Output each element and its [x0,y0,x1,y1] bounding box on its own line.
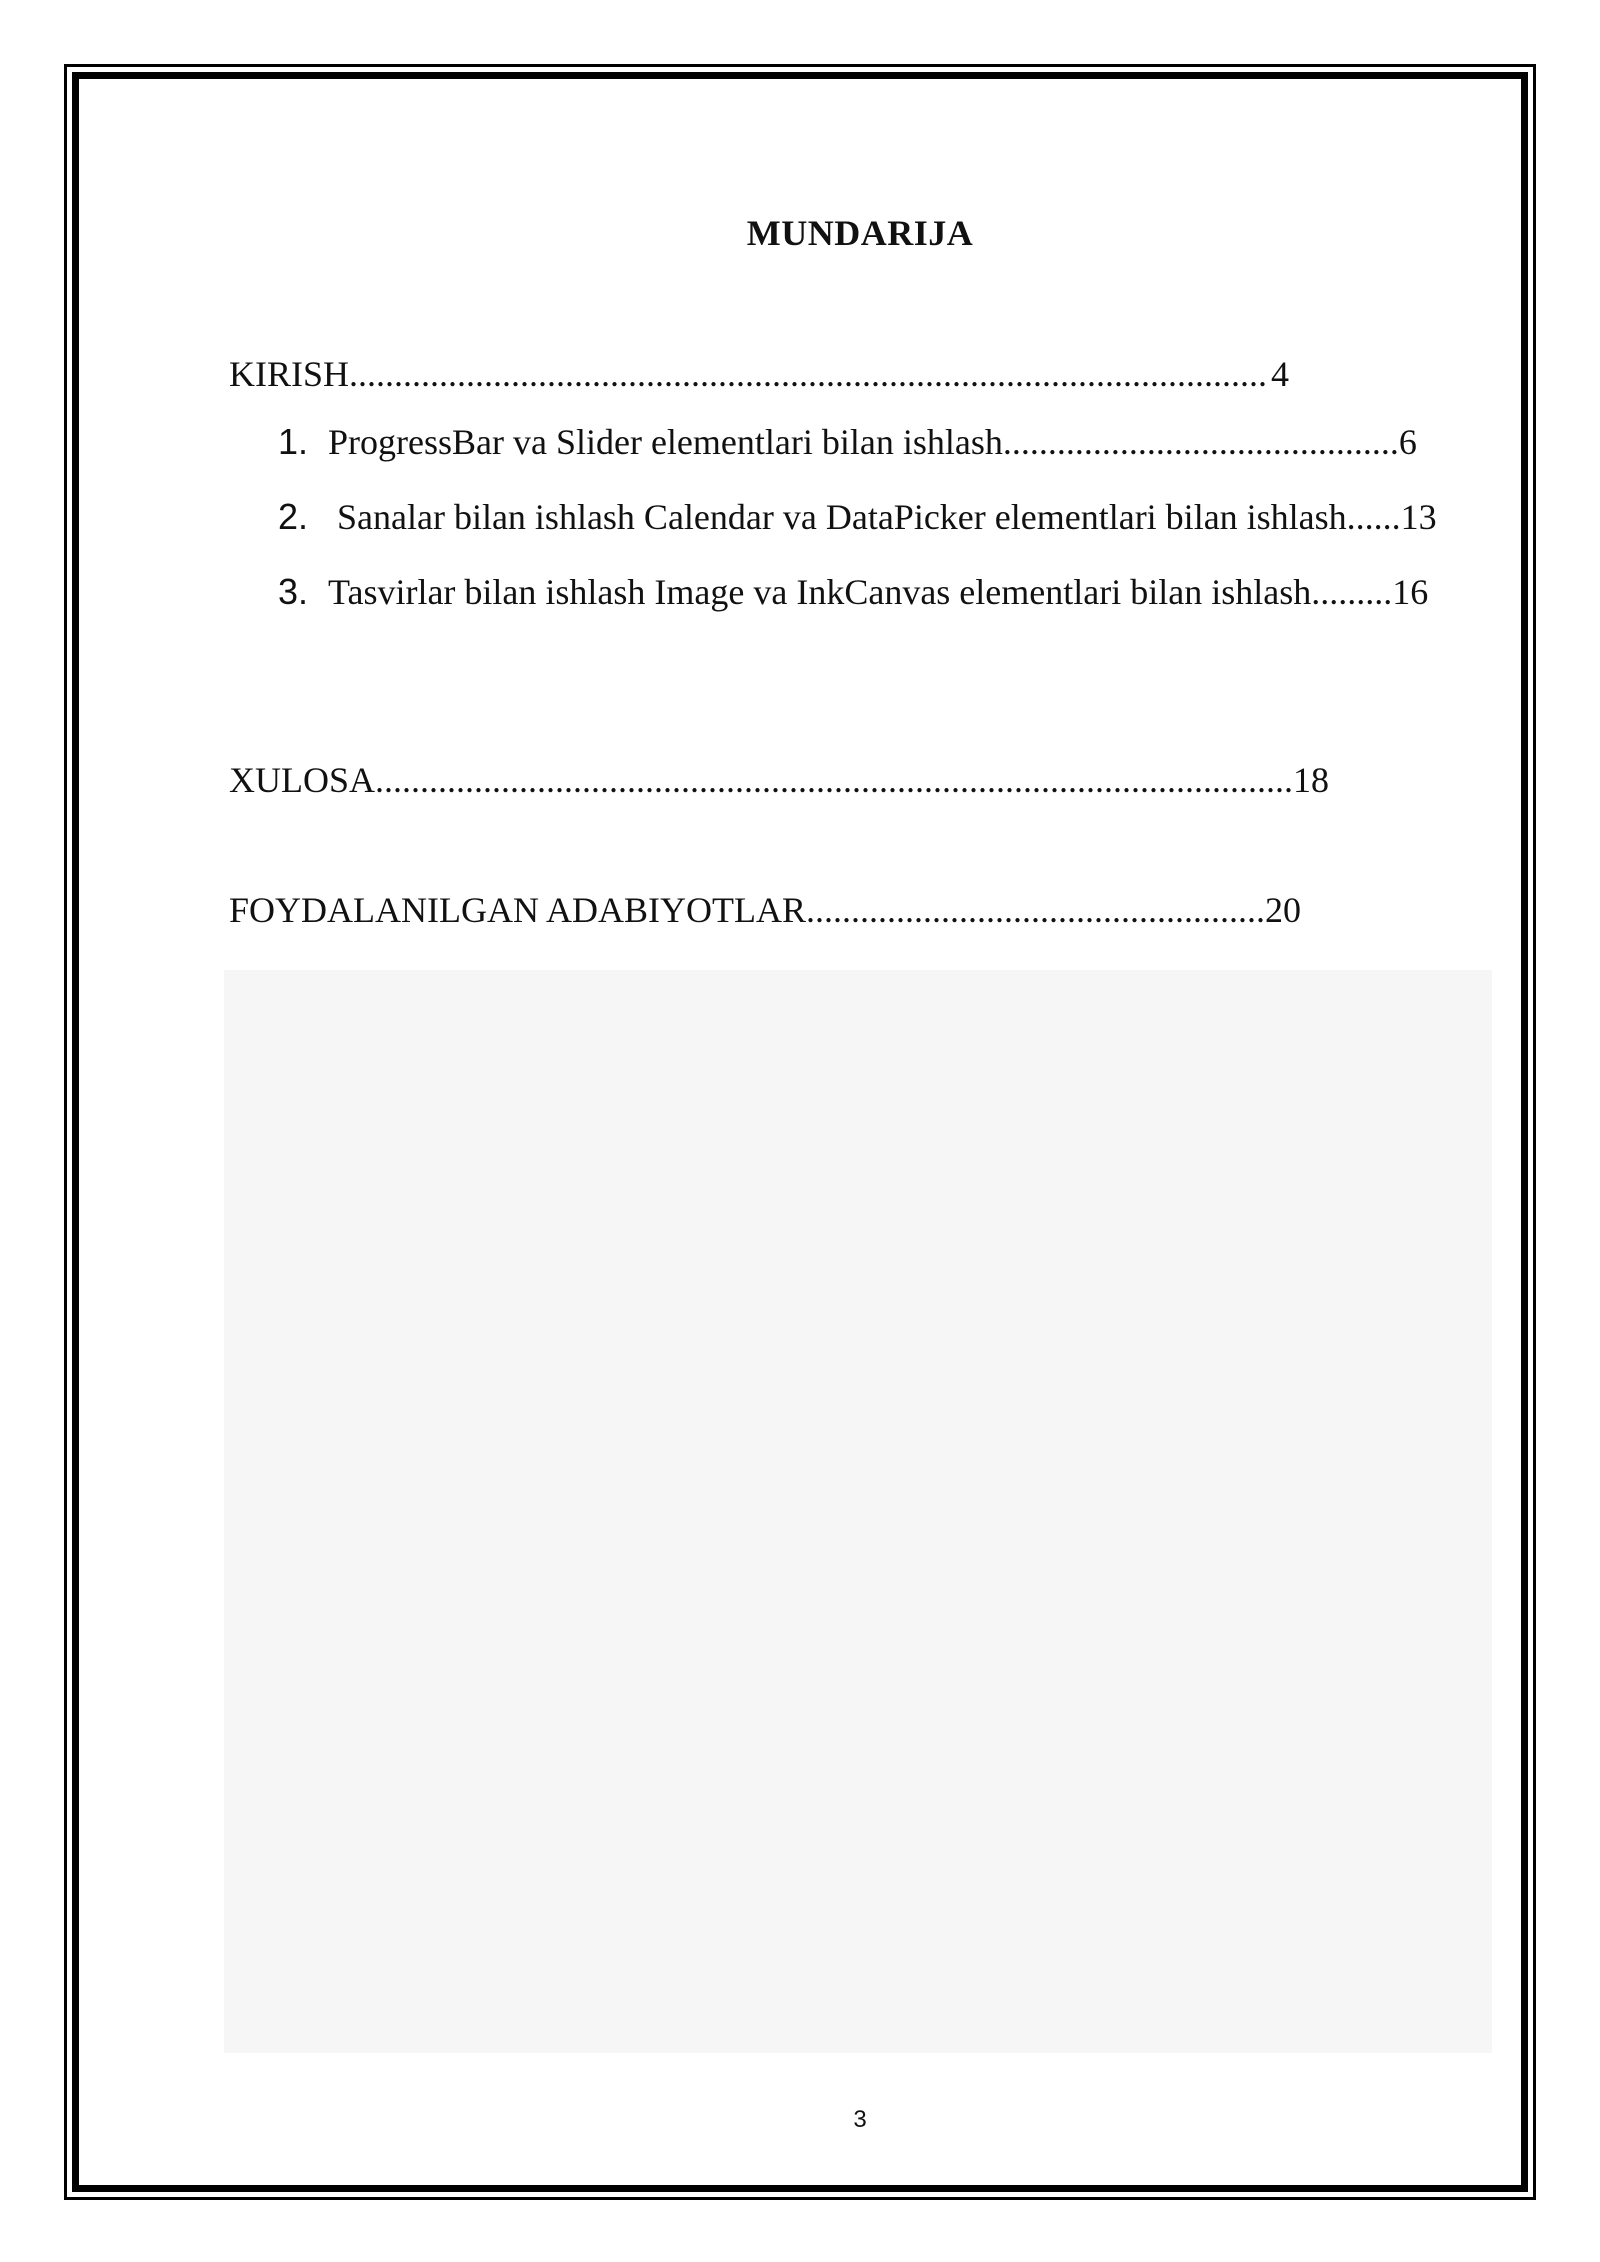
toc-entry-adabiyotlar[interactable] [229,892,1301,928]
toc-leader-dots: ........................................... [1011,422,1399,462]
toc-leader-dots: ......... [1311,572,1393,612]
toc-page-number: 4 [1271,354,1290,394]
toc-item-number: 2. [278,496,309,537]
toc-leader-dots: ................................................... [805,890,1265,930]
toc-entry-label: Sanalar bilan ishlash Calendar va DataPicker elementlari bilan ishlash [328,497,1347,537]
page-number: 3 [853,2106,867,2133]
blank-content-area [224,970,1492,2053]
toc-entry-xulosa[interactable] [229,762,1329,798]
toc-page-number: 16 [1392,572,1429,612]
toc-entry-kirish[interactable] [229,356,1289,392]
toc-page-number: 20 [1264,890,1301,930]
toc-entry-item-3[interactable] [278,571,1429,612]
toc-item-number: 3. [278,571,309,612]
toc-entry-label: XULOSA [229,760,376,800]
toc-entry-item-1[interactable] [278,421,1417,462]
toc-leader-dots: ...................................................................................................... [349,354,1268,394]
toc-page-number: 6 [1398,422,1417,462]
toc-entry-label: KIRISH [229,354,350,394]
toc-entry-label: FOYDALANILGAN ADABIYOTLAR [229,890,806,930]
toc-entry-label: Tasvirlar bilan ishlash Image va InkCanvas elementlari bilan ishlash [328,572,1312,612]
toc-entry-label: ProgressBar va Slider elementlari bilan ishlash. [328,422,1012,462]
toc-page-number: 18 [1293,760,1330,800]
toc-page-number: 13 [1400,497,1437,537]
page-title: MUNDARIJA [746,213,974,253]
toc-leader-dots: ...... [1346,497,1401,537]
toc-entry-item-2[interactable] [278,496,1437,537]
toc-item-number: 1. [278,421,309,462]
toc-leader-dots: ...................................................................................................... [375,760,1294,800]
